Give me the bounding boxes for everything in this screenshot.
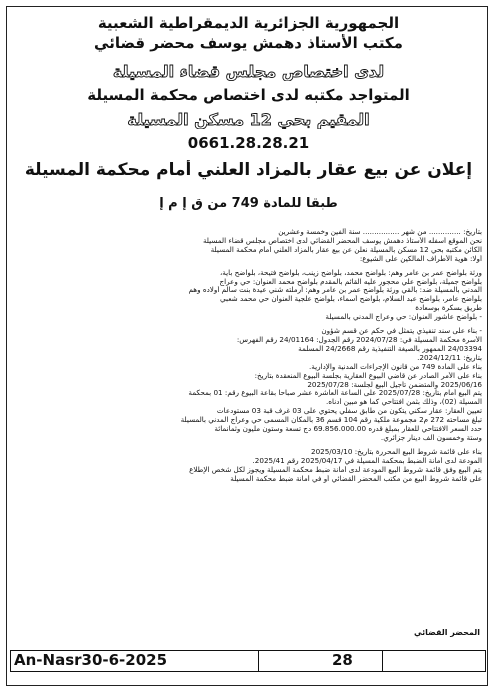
header-jurisdiction-council: لدى اختصاص مجلس قضاء المسيلة xyxy=(112,62,385,81)
body-line: طريق بسكرة بوسعادة xyxy=(415,304,482,313)
body-line: تبلغ مساحته 272 م2 مجموعة ملكية رقم 104 قسم 36 بالمكان المسمى حي وعراج المدني بالمسيلة xyxy=(180,416,482,425)
body-line: - بلواضح عاشور العنوان: حي وعراج المدني بالمسيلة xyxy=(325,313,482,322)
body-line: بناء على المادة 749 من قانون الإجراءات المدنية والإدارية. xyxy=(308,362,482,371)
notice-body xyxy=(12,228,482,483)
body-line: الكائن مكتبه بحي 12 مسكن بالمسيلة نعلن عن بيع عقار بالمزاد العلني أمام محكمة المسيلة xyxy=(210,245,482,254)
body-line: بلواضح جميلة، بلواضح علي محجور عليه القائم بالمقدم بلواضح محمد العنوان: حي وعراج xyxy=(219,277,482,286)
publication-footer xyxy=(10,650,486,672)
body-line: بناء على قائمة شروط البيع المحررة بتاريخ: 2025/03/10 xyxy=(311,447,482,456)
notice-title: إعلان عن بيع عقار بالمزاد العلني أمام محكمة المسيلة xyxy=(24,160,473,180)
body-line: نحن الموقع أسفله الأستاذ دهمش يوسف المحضر القضائي لدى اختصاص مجلس قضاء المسيلة xyxy=(202,236,482,245)
signature-label: المحضر القضائي xyxy=(413,628,480,637)
footer-divider xyxy=(382,650,383,672)
body-line: بلواضح عامر، بلواضح عبد السلام، بلواضح أسماء، بلواضح علجية العنوان حي محمد شعبي xyxy=(220,295,482,304)
body-line: يتم البيع أمام بتاريخ: 2025/07/28 على الساعة العاشرة عشر صباحا بقاعة البيوع رقم: 01 بمحكمة xyxy=(188,389,482,398)
header-address: المقيم بحي 12 مسكن المسيلة xyxy=(127,110,370,129)
footer-divider xyxy=(258,650,259,672)
body-line: يتم البيع وفق قائمة شروط البيع المودعة لدى أمانة ضبط محكمة المسيلة ويجوز لكل شخص الإطلاع xyxy=(189,465,482,474)
body-line: 2025/06/16 والمتضمن تأجيل البيع لجلسة: 2025/07/28 xyxy=(307,380,482,389)
body-line: وستة وخمسون ألف دينار جزائري. xyxy=(380,433,482,442)
header-republic: الجمهورية الجزائرية الديمقراطية الشعبية xyxy=(97,14,400,32)
body-line: ورثة بلواضح عمر بن عامر وهم: بلواضح محمد، بلواضح زينب، بلواضح فتيحة، بلواضح باية، xyxy=(219,268,482,277)
body-line: أولا: هوية الأطراف المالكين على الشيوع: xyxy=(359,254,482,263)
body-line: تعيين العقار: عقار سكني يتكون من طابق سفلي يحتوي على 03 غرف قبة 03 مستودعات xyxy=(216,407,482,416)
body-line: على قائمة شروط البيع من مكتب المحضر القضائي أو في أمانة ضبط محكمة المسيلة xyxy=(230,474,482,483)
header-office: مكتب الأستاذ دهمش يوسف محضر قضائي xyxy=(94,34,403,52)
header-phone: 0661.28.28.21 xyxy=(187,134,310,152)
body-line: المسيلة (02)، وذلك بثمن افتتاحي كما هو مبين أدناه. xyxy=(326,398,482,407)
page-number: 28 xyxy=(332,651,353,669)
header-jurisdiction-court: المتواجد مكتبه لدى اختصاص محكمة المسيلة xyxy=(87,86,410,104)
body-line: بتاريخ: 2024/12/11. xyxy=(417,353,482,362)
body-line: بناء على الأمر الصادر عن قاضي البيوع العقارية بجلسة البيوع المنعقدة بتاريخ: xyxy=(254,371,482,380)
notice-subtitle: طبقا للمادة 749 من ق إ م إ xyxy=(159,196,338,211)
body-line: - بناء على سند تنفيذي يتمثل في حكم عن قسم شؤون xyxy=(321,327,482,336)
body-line: الأسرة محكمة المسيلة في: 2024/07/28 رقم الجدول: 24/01164 رقم الفهرس: xyxy=(236,335,482,344)
body-line: حدد السعر الافتتاحي للعقار بمبلغ قدره 69.856.000.00 دج تسعة وستون مليون وثمانمائة xyxy=(214,425,482,434)
body-line: المودعة لدى أمانة الضبط بمحكمة المسيلة في 2025/04/17 رقم 2025/41. xyxy=(252,456,482,465)
body-line: المدني بالمسيلة ضد: بالقي ورثة بلواضح عمر بن عامر وهم: أرملته شني عيدة بنت سالم أولاده وهم xyxy=(188,286,482,295)
body-line: 24/03394 الممهور بالصيغة التنفيذية رقم 24/2668 المسلمة xyxy=(298,344,482,353)
publication-reference: An-Nasr30-6-2025 xyxy=(14,651,168,669)
body-line: بتاريخ: .............. من شهر ................ سنة ألفين وخمسة وعشرين xyxy=(278,228,482,236)
